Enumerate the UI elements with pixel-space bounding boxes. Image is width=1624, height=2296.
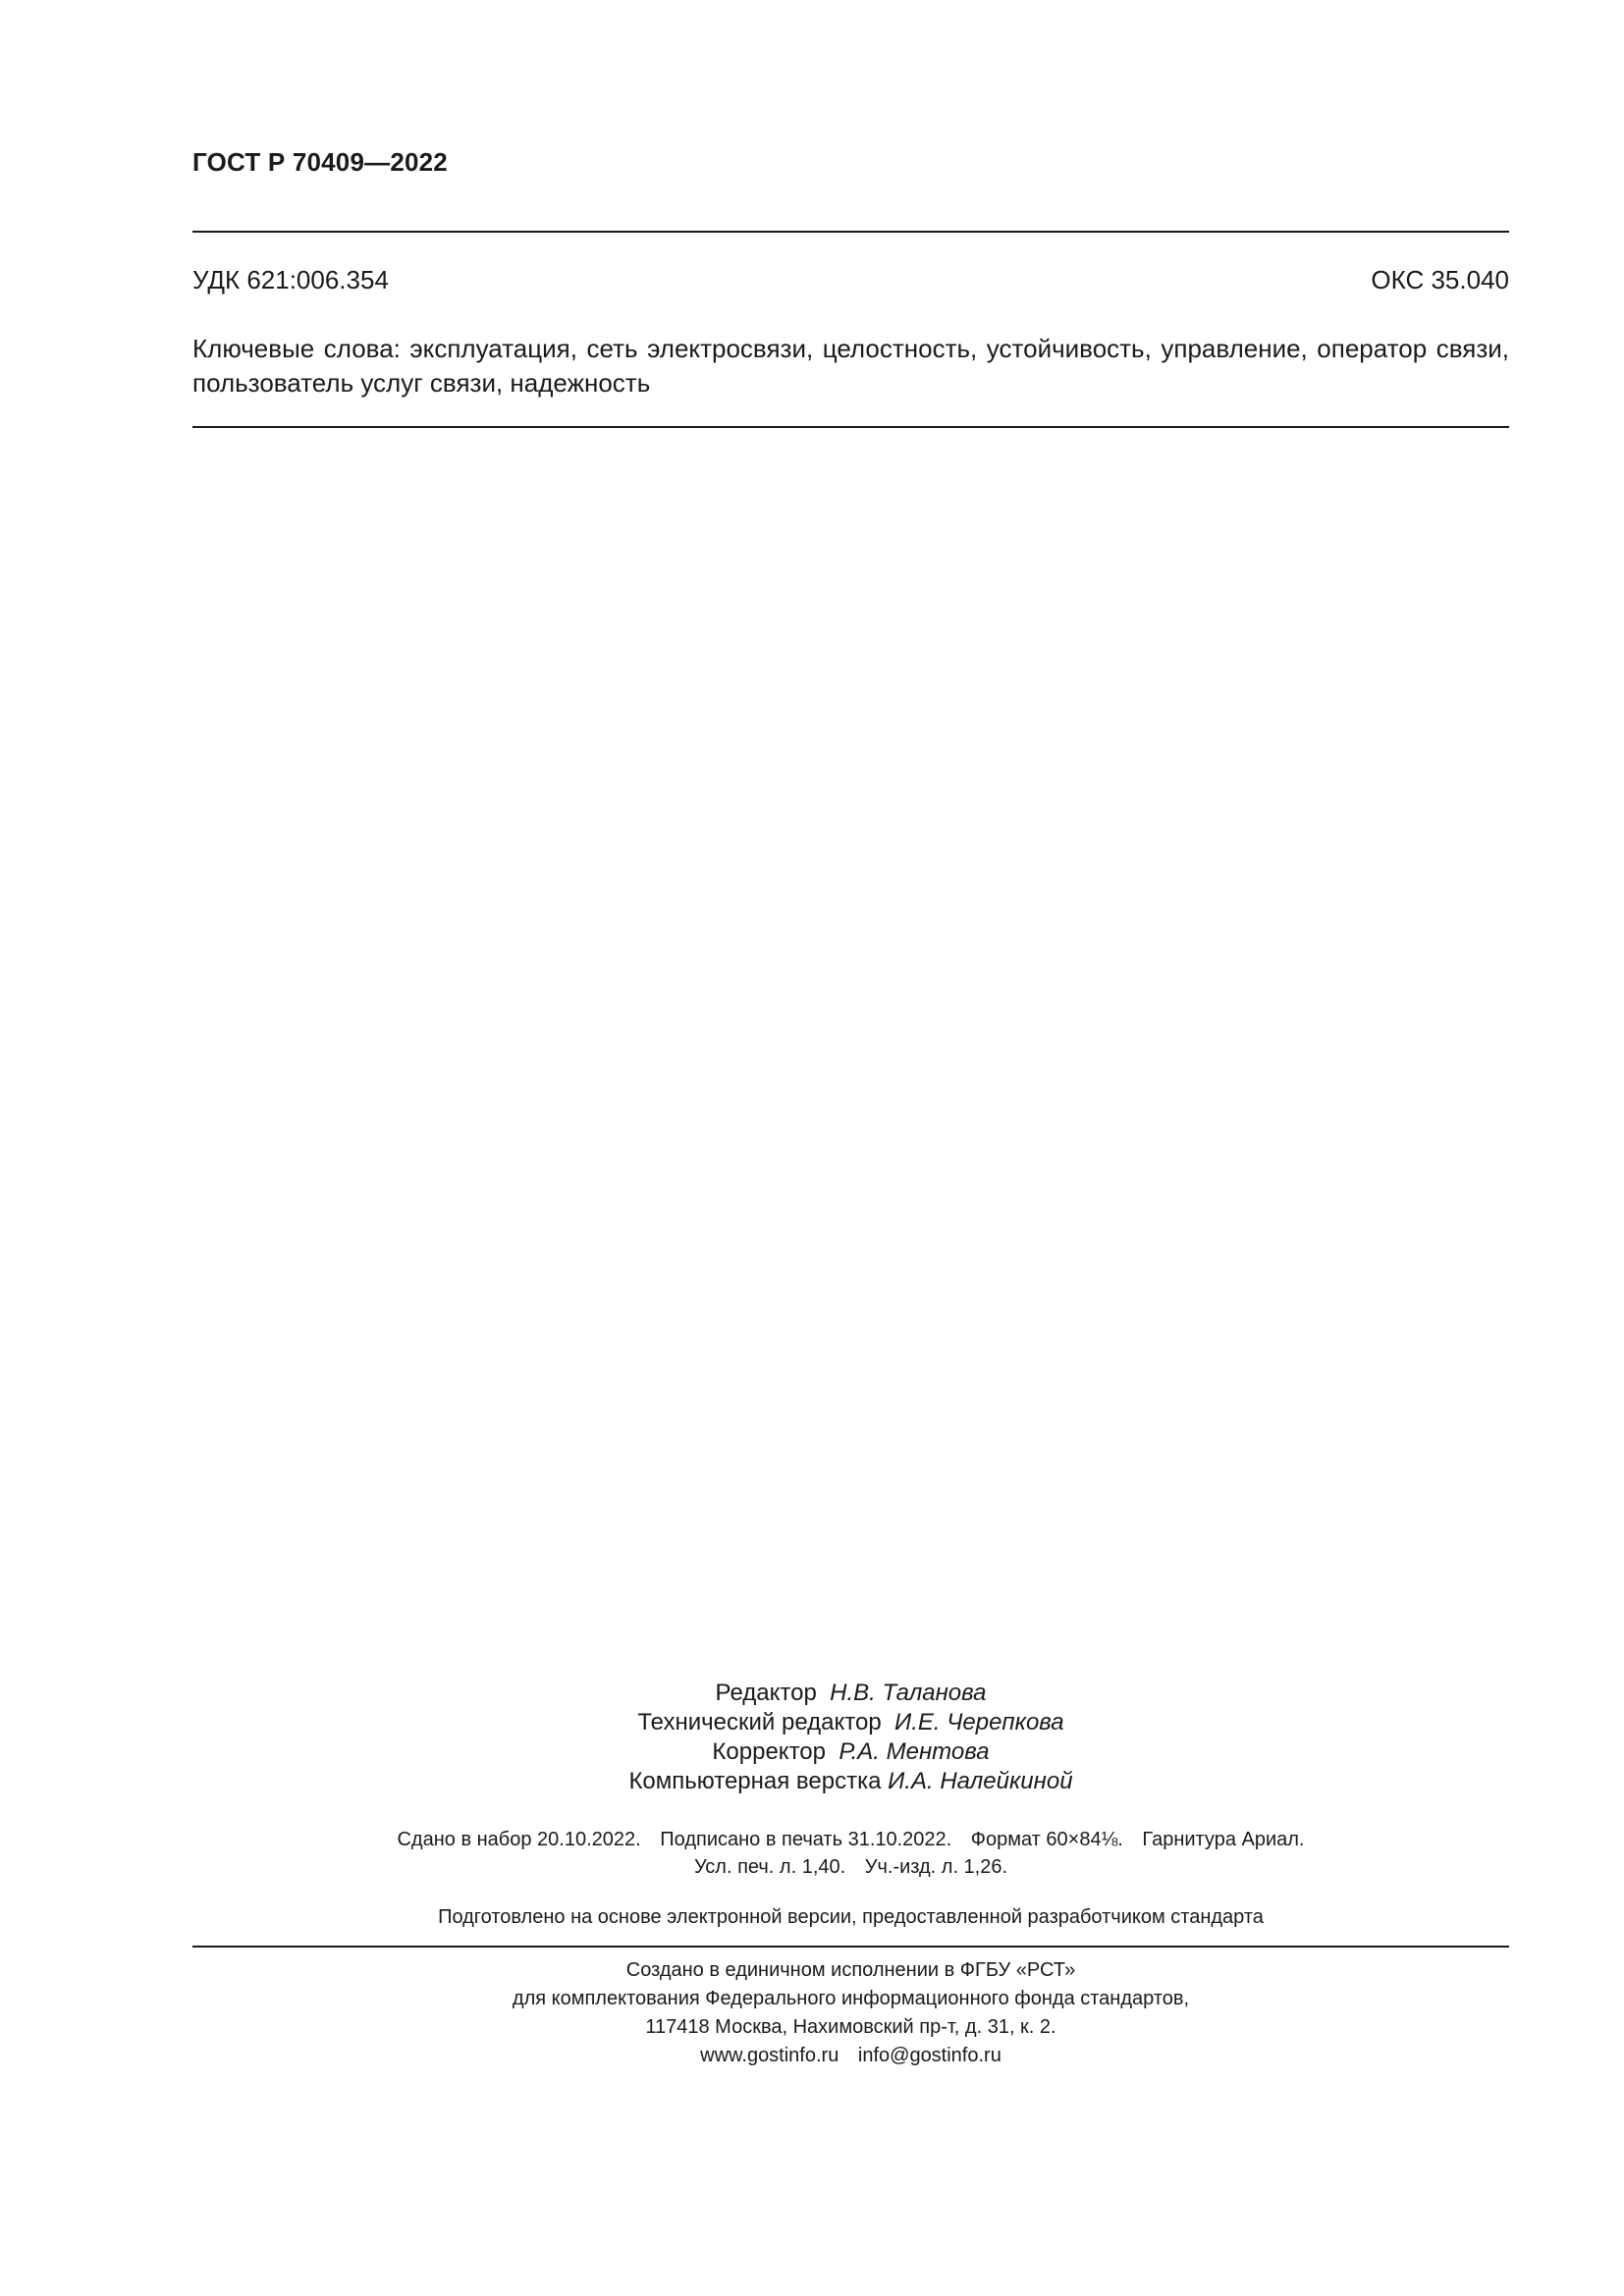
typeface: Гарнитура Ариал.	[1142, 1829, 1305, 1850]
classification-row	[192, 265, 1509, 295]
keywords: Ключевые слова: эксплуатация, сеть электросвязи, целостность, устойчивость, управление, оператор связи, пользователь услуг связи, надежность	[192, 334, 1509, 398]
corrector-label: Корректор	[712, 1738, 826, 1765]
publisher-block	[192, 1956, 1509, 2070]
top-divider	[192, 231, 1509, 233]
editor-label: Редактор	[715, 1680, 817, 1706]
udk-code: УДК 621:006.354	[192, 265, 389, 294]
print-info-line-1	[192, 1826, 1509, 1853]
editor-line	[192, 1679, 1509, 1708]
publisher-line-2: для комплектования Федерального информационного фонда стандартов,	[512, 1988, 1190, 2009]
layout-label: Компьютерная верстка	[628, 1768, 882, 1794]
publisher-address: 117418 Москва, Нахимовский пр-т, д. 31, к. 2.	[645, 2016, 1056, 2038]
editor-name: Н.В. Таланова	[830, 1680, 987, 1706]
signed-date: Подписано в печать 31.10.2022.	[660, 1829, 952, 1850]
tech-editor-label: Технический редактор	[637, 1709, 882, 1735]
layout-name: И.А. Налейкиной	[888, 1768, 1073, 1794]
publisher-contacts	[192, 2042, 1509, 2070]
prepared-note: Подготовлено на основе электронной версии, предоставленной разработчиком стандарта	[438, 1906, 1264, 1928]
print-sheets: Усл. печ. л. 1,40.	[693, 1856, 846, 1878]
document-code: ГОСТ Р 70409—2022	[192, 147, 448, 177]
keywords-divider	[192, 426, 1509, 428]
email-link[interactable]: info@gostinfo.ru	[857, 2045, 1001, 2066]
footer-divider	[192, 1946, 1509, 1948]
website-link[interactable]: www.gostinfo.ru	[700, 2045, 839, 2066]
print-info-block	[192, 1826, 1509, 1881]
publisher-line-1: Создано в единичном исполнении в ФГБУ «РСТ»	[625, 1959, 1076, 1981]
publishing-sheets: Уч.-изд. л. 1,26.	[864, 1856, 1008, 1878]
oks-code: ОКС 35.040	[1371, 265, 1509, 294]
paper-format: Формат 60×84⅛.	[970, 1829, 1123, 1850]
corrector-line	[192, 1737, 1509, 1767]
tech-editor-name: И.Е. Черепкова	[894, 1709, 1064, 1735]
layout-line	[192, 1767, 1509, 1796]
print-info-line-2	[192, 1853, 1509, 1881]
submitted-date: Сдано в набор 20.10.2022.	[397, 1829, 641, 1850]
tech-editor-line	[192, 1708, 1509, 1737]
corrector-name: Р.А. Ментова	[839, 1738, 990, 1765]
credits-block	[192, 1679, 1509, 1796]
